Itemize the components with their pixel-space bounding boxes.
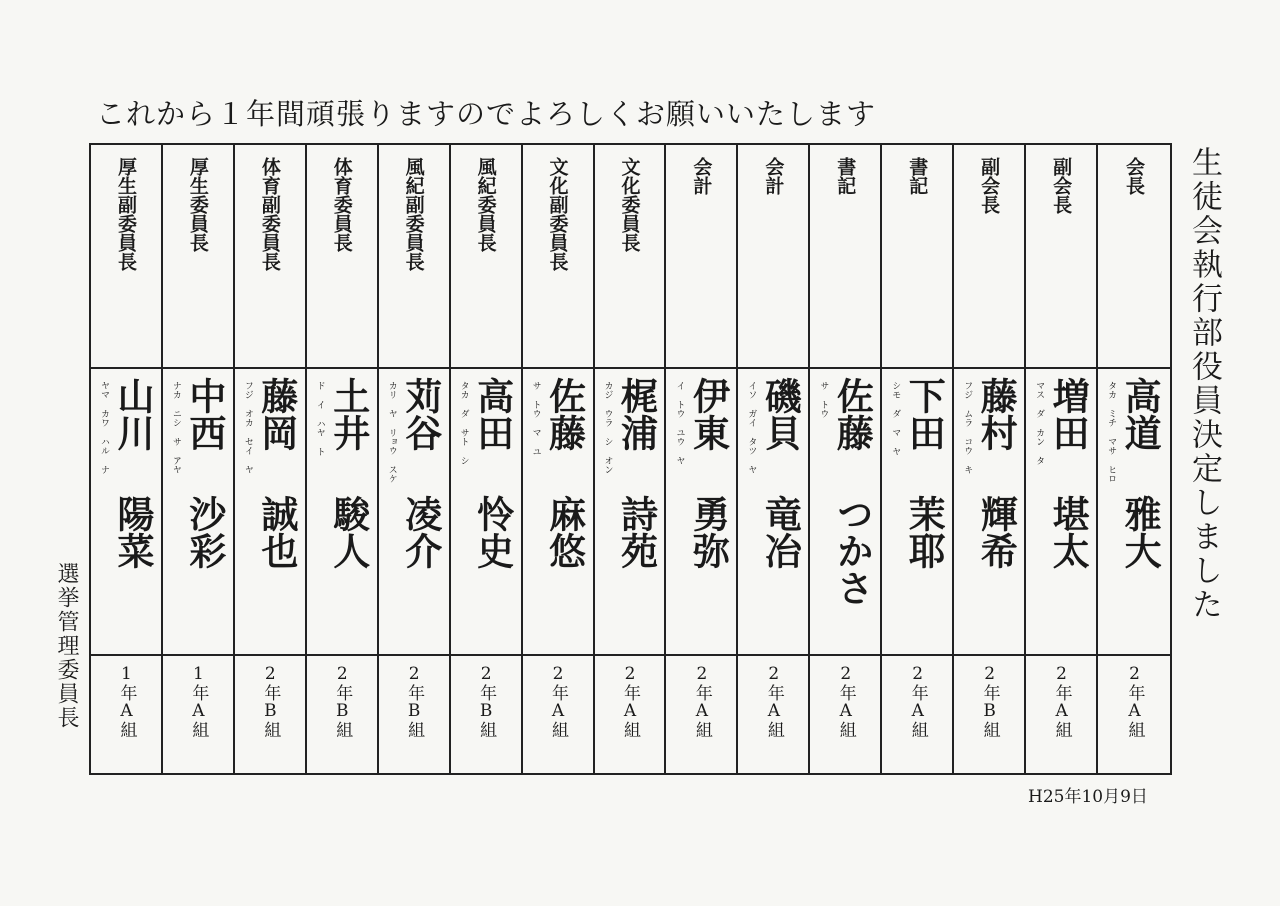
name-reading: タカ ダ サト シ [458,381,469,465]
role-label: 副会長 [1050,157,1073,214]
officer-name: 藤村 輝希 [974,377,1019,569]
officer-name: 増田 堪太 [1046,377,1091,569]
officer-name: 伊東 勇弥 [686,377,731,569]
name-cell [451,369,521,656]
role-cell [451,145,521,369]
main-title: 生徒会執行部役員決定しました [1186,146,1222,622]
grade-label: 2年A組 [763,664,784,738]
grade-label: 2年A組 [691,664,712,738]
grade-label: 1年A組 [116,664,137,738]
role-cell [91,145,161,369]
officer-name: 下田 茉耶 [902,377,947,569]
grade-cell [235,656,305,773]
name-reading: フジ ムラ コウ キ [962,381,973,474]
role-cell [954,145,1024,369]
grade-cell [1098,656,1170,773]
role-label: 書記 [906,157,929,195]
grade-label: 2年A組 [548,664,569,738]
officer-name: 山川 陽菜 [111,377,155,569]
role-label: 会計 [762,157,785,195]
role-label: 体育副委員長 [258,157,281,271]
officer-name: 佐藤 つかさ [830,377,875,606]
role-cell [523,145,593,369]
grade-label: 2年A組 [835,664,856,738]
name-reading: ド イ ハヤ ト [314,381,325,456]
name-reading: ナカ ニシ サ アヤ [170,381,181,474]
grade-label: 2年B組 [476,664,497,738]
role-label: 文化副委員長 [546,157,569,271]
grade-cell [91,656,161,773]
grade-label: 2年B組 [332,664,353,738]
grade-cell [595,656,665,773]
officer-name: 藤岡 誠也 [254,377,299,569]
officer-column [738,145,810,773]
name-cell [595,369,665,656]
grade-cell [738,656,808,773]
name-cell [523,369,593,656]
officer-name: 佐藤 麻悠 [542,377,587,569]
name-reading: マス ダ カン タ [1034,381,1045,465]
grade-cell [882,656,952,773]
officer-column [666,145,738,773]
grade-cell [1026,656,1096,773]
officer-name: 土井 駿人 [326,377,371,569]
officer-name: 高田 怜史 [470,377,515,569]
heading: これから１年間頑張りますのでよろしくお願いいたします [96,97,877,131]
name-reading: サ トウ マ ユ [530,381,541,456]
name-cell [163,369,233,656]
officer-column [1026,145,1098,773]
grade-cell [666,656,736,773]
role-label: 副会長 [978,157,1001,214]
officer-column [235,145,307,773]
officer-column [163,145,235,773]
grade-label: 2年A組 [619,664,640,738]
grade-label: 2年B組 [260,664,281,738]
grade-label: 2年B組 [404,664,425,738]
grade-label: 2年A組 [1051,664,1072,738]
name-cell [91,369,161,656]
name-cell [882,369,952,656]
name-cell [307,369,377,656]
officer-name: 磯貝 竜冶 [758,377,803,569]
officer-column [1098,145,1170,773]
name-reading: フジ オカ セイ ヤ [242,381,253,474]
officer-column [810,145,882,773]
name-cell [235,369,305,656]
name-reading: カジ ウラ シ オン [602,381,613,474]
officer-table [89,143,1172,775]
name-reading: イ トウ ユウ ヤ [674,381,685,465]
officer-column [451,145,523,773]
grade-cell [307,656,377,773]
role-label: 会長 [1123,157,1146,195]
name-reading: イソ ガイ タツ ヤ [746,381,757,474]
name-cell [666,369,736,656]
role-cell [163,145,233,369]
officer-name: 高道 雅大 [1118,377,1163,569]
date: H25年10月9日 [1028,787,1148,807]
officer-column [523,145,595,773]
role-cell [379,145,449,369]
name-reading: タカ ミチ マサ ヒロ [1106,381,1117,483]
role-label: 風紀副委員長 [402,157,425,271]
officer-column [882,145,954,773]
officer-column [379,145,451,773]
officer-column [954,145,1026,773]
grade-label: 2年B組 [979,664,1000,738]
role-label: 厚生副委員長 [114,157,137,271]
grade-cell [163,656,233,773]
role-label: 体育委員長 [330,157,353,252]
officer-name: 梶浦 詩苑 [614,377,659,569]
grade-cell [451,656,521,773]
grade-cell [954,656,1024,773]
name-reading: シモ ダ マ ヤ [890,381,901,456]
officer-name: 中西 沙彩 [182,377,227,569]
role-label: 文化委員長 [618,157,641,252]
grade-label: 1年A組 [188,664,209,738]
role-label: 風紀委員長 [474,157,497,252]
officer-column [307,145,379,773]
role-label: 会計 [690,157,713,195]
role-cell [882,145,952,369]
name-cell [1026,369,1096,656]
role-label: 書記 [834,157,857,195]
officer-name: 苅谷 凌介 [398,377,443,569]
name-cell [1098,369,1170,656]
name-cell [738,369,808,656]
signature: 選挙管理委員長 [54,562,79,730]
grade-label: 2年A組 [907,664,928,738]
grade-cell [523,656,593,773]
role-cell [1098,145,1170,369]
name-reading: ヤマ カワ ハル ナ [99,381,109,474]
name-reading: サ トウ [818,381,829,418]
role-cell [307,145,377,369]
name-reading: カリ ヤ リョウ スケ [386,381,397,483]
grade-cell [810,656,880,773]
officer-column [91,145,163,773]
role-label: 厚生委員長 [186,157,209,252]
officer-column [595,145,667,773]
name-cell [810,369,880,656]
name-cell [954,369,1024,656]
name-cell [379,369,449,656]
grade-label: 2年A組 [1124,664,1145,738]
grade-cell [379,656,449,773]
role-cell [235,145,305,369]
